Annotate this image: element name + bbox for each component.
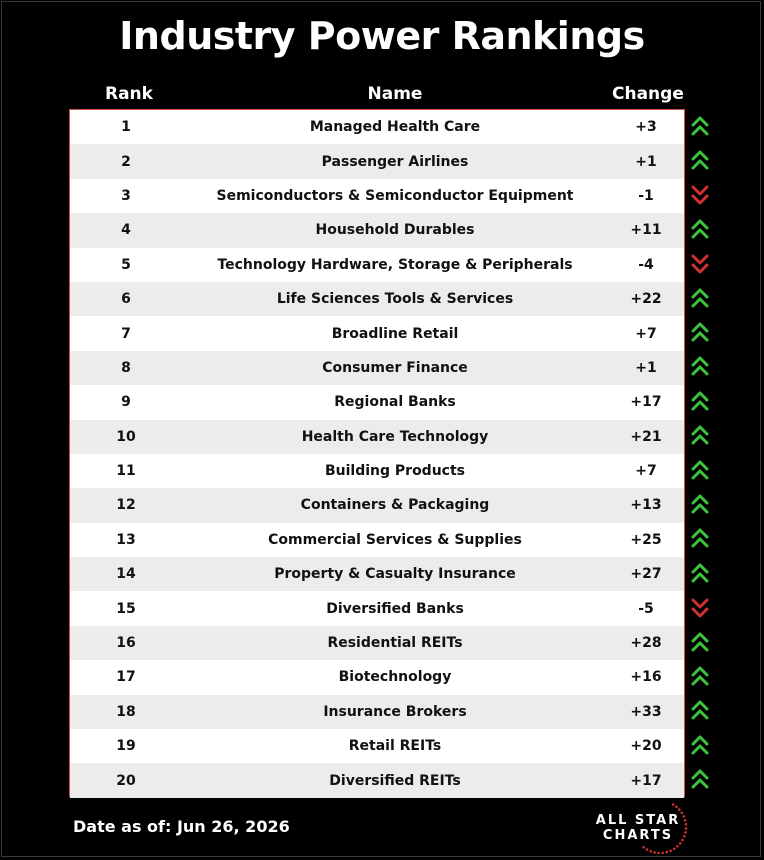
rank-cell: 19 xyxy=(116,738,136,755)
name-cell: Managed Health Care xyxy=(309,119,481,136)
double-chevron-up-icon xyxy=(689,694,711,728)
rank-cell: 14 xyxy=(116,566,136,583)
change-cell: +17 xyxy=(630,772,662,789)
double-chevron-up-icon xyxy=(689,522,711,556)
change-cell: +27 xyxy=(630,566,662,583)
name-cell: Building Products xyxy=(324,463,465,480)
name-cell: Regional Banks xyxy=(334,394,456,411)
rank-cell: 12 xyxy=(116,497,136,514)
name-cell: Household Durables xyxy=(315,222,475,239)
double-chevron-up-icon xyxy=(689,625,711,659)
table-row xyxy=(70,729,684,763)
change-cell: +20 xyxy=(630,738,662,755)
change-cell: +22 xyxy=(630,291,662,308)
double-chevron-up-icon xyxy=(689,419,711,453)
change-cell: +28 xyxy=(630,635,662,652)
table-row xyxy=(70,454,684,488)
double-chevron-up-icon xyxy=(689,315,711,349)
rank-cell: 18 xyxy=(116,703,136,720)
change-cell: +1 xyxy=(635,153,657,170)
rank-cell: 4 xyxy=(121,222,131,239)
change-cell: -1 xyxy=(638,187,654,204)
change-cell: +17 xyxy=(630,394,662,411)
rank-cell: 8 xyxy=(121,359,131,376)
table-row xyxy=(70,110,684,144)
rank-cell: 11 xyxy=(116,463,136,480)
double-chevron-up-icon xyxy=(689,487,711,521)
double-chevron-up-icon xyxy=(689,281,711,315)
change-cell: +21 xyxy=(630,428,662,445)
header-name: Name xyxy=(367,84,423,104)
table-row xyxy=(70,763,684,797)
name-cell: Commercial Services & Supplies xyxy=(268,531,522,548)
table-row xyxy=(70,626,684,660)
change-cell: +3 xyxy=(635,119,657,136)
double-chevron-up-icon xyxy=(689,453,711,487)
rank-cell: 7 xyxy=(121,325,131,342)
double-chevron-up-icon xyxy=(689,556,711,590)
table-row xyxy=(70,591,684,625)
table-row xyxy=(70,179,684,213)
rank-cell: 16 xyxy=(116,635,136,652)
double-chevron-down-icon xyxy=(689,590,711,624)
change-cell: +7 xyxy=(635,325,657,342)
header-change: Change xyxy=(612,84,684,104)
table-row xyxy=(70,488,684,522)
name-cell: Containers & Packaging xyxy=(300,497,490,514)
rank-cell: 9 xyxy=(121,394,131,411)
name-cell: Retail REITs xyxy=(348,738,442,755)
table-row xyxy=(70,351,684,385)
table-row xyxy=(70,144,684,178)
double-chevron-up-icon xyxy=(689,350,711,384)
name-cell: Diversified REITs xyxy=(329,772,461,789)
double-chevron-up-icon xyxy=(689,659,711,693)
change-cell: +16 xyxy=(630,669,662,686)
rank-cell: 1 xyxy=(121,119,131,136)
change-cell: +33 xyxy=(630,703,662,720)
change-cell: -4 xyxy=(638,256,654,273)
name-cell: Consumer Finance xyxy=(322,359,468,376)
header-rank: Rank xyxy=(105,84,153,104)
name-cell: Health Care Technology xyxy=(301,428,489,445)
name-cell: Property & Casualty Insurance xyxy=(274,566,516,583)
name-cell: Broadline Retail xyxy=(331,325,459,342)
rank-cell: 15 xyxy=(116,600,136,617)
name-cell: Passenger Airlines xyxy=(321,153,469,170)
logo-line-2: CHARTS xyxy=(602,828,674,843)
rank-cell: 3 xyxy=(121,187,131,204)
double-chevron-up-icon xyxy=(689,212,711,246)
change-cell: +11 xyxy=(630,222,662,239)
rank-cell: 5 xyxy=(121,256,131,273)
name-cell: Life Sciences Tools & Services xyxy=(276,291,514,308)
table-row xyxy=(70,248,684,282)
name-cell: Diversified Banks xyxy=(326,600,464,617)
name-cell: Technology Hardware, Storage & Peripherals xyxy=(217,256,573,273)
logo-line-1: ALL STAR xyxy=(595,813,681,828)
name-cell: Semiconductors & Semiconductor Equipment xyxy=(216,187,574,204)
table-row xyxy=(70,385,684,419)
change-cell: -5 xyxy=(638,600,654,617)
double-chevron-down-icon xyxy=(689,178,711,212)
double-chevron-up-icon xyxy=(689,384,711,418)
double-chevron-up-icon xyxy=(689,109,711,143)
change-cell: +25 xyxy=(630,531,662,548)
date-label: Date as of: Jun 26, 2026 xyxy=(73,817,290,836)
name-cell: Insurance Brokers xyxy=(323,703,467,720)
table-row xyxy=(70,523,684,557)
change-arrows xyxy=(689,109,711,797)
double-chevron-up-icon xyxy=(689,143,711,177)
table-row xyxy=(70,282,684,316)
double-chevron-up-icon xyxy=(689,762,711,796)
rank-cell: 17 xyxy=(116,669,136,686)
page-title: Industry Power Rankings xyxy=(119,14,645,58)
rank-cell: 6 xyxy=(121,291,131,308)
table-row xyxy=(70,557,684,591)
change-cell: +13 xyxy=(630,497,662,514)
table-row xyxy=(70,660,684,694)
name-cell: Residential REITs xyxy=(327,635,463,652)
rank-cell: 13 xyxy=(116,531,136,548)
table-row xyxy=(70,695,684,729)
table-row xyxy=(70,213,684,247)
double-chevron-up-icon xyxy=(689,728,711,762)
rankings-table xyxy=(69,109,685,797)
name-cell: Biotechnology xyxy=(338,669,452,686)
rank-cell: 10 xyxy=(116,428,136,445)
table-row xyxy=(70,316,684,350)
change-cell: +1 xyxy=(635,359,657,376)
all-star-charts-logo xyxy=(588,800,688,854)
double-chevron-down-icon xyxy=(689,247,711,281)
rank-cell: 20 xyxy=(116,772,136,789)
table-row xyxy=(70,420,684,454)
rank-cell: 2 xyxy=(121,153,131,170)
change-cell: +7 xyxy=(635,463,657,480)
